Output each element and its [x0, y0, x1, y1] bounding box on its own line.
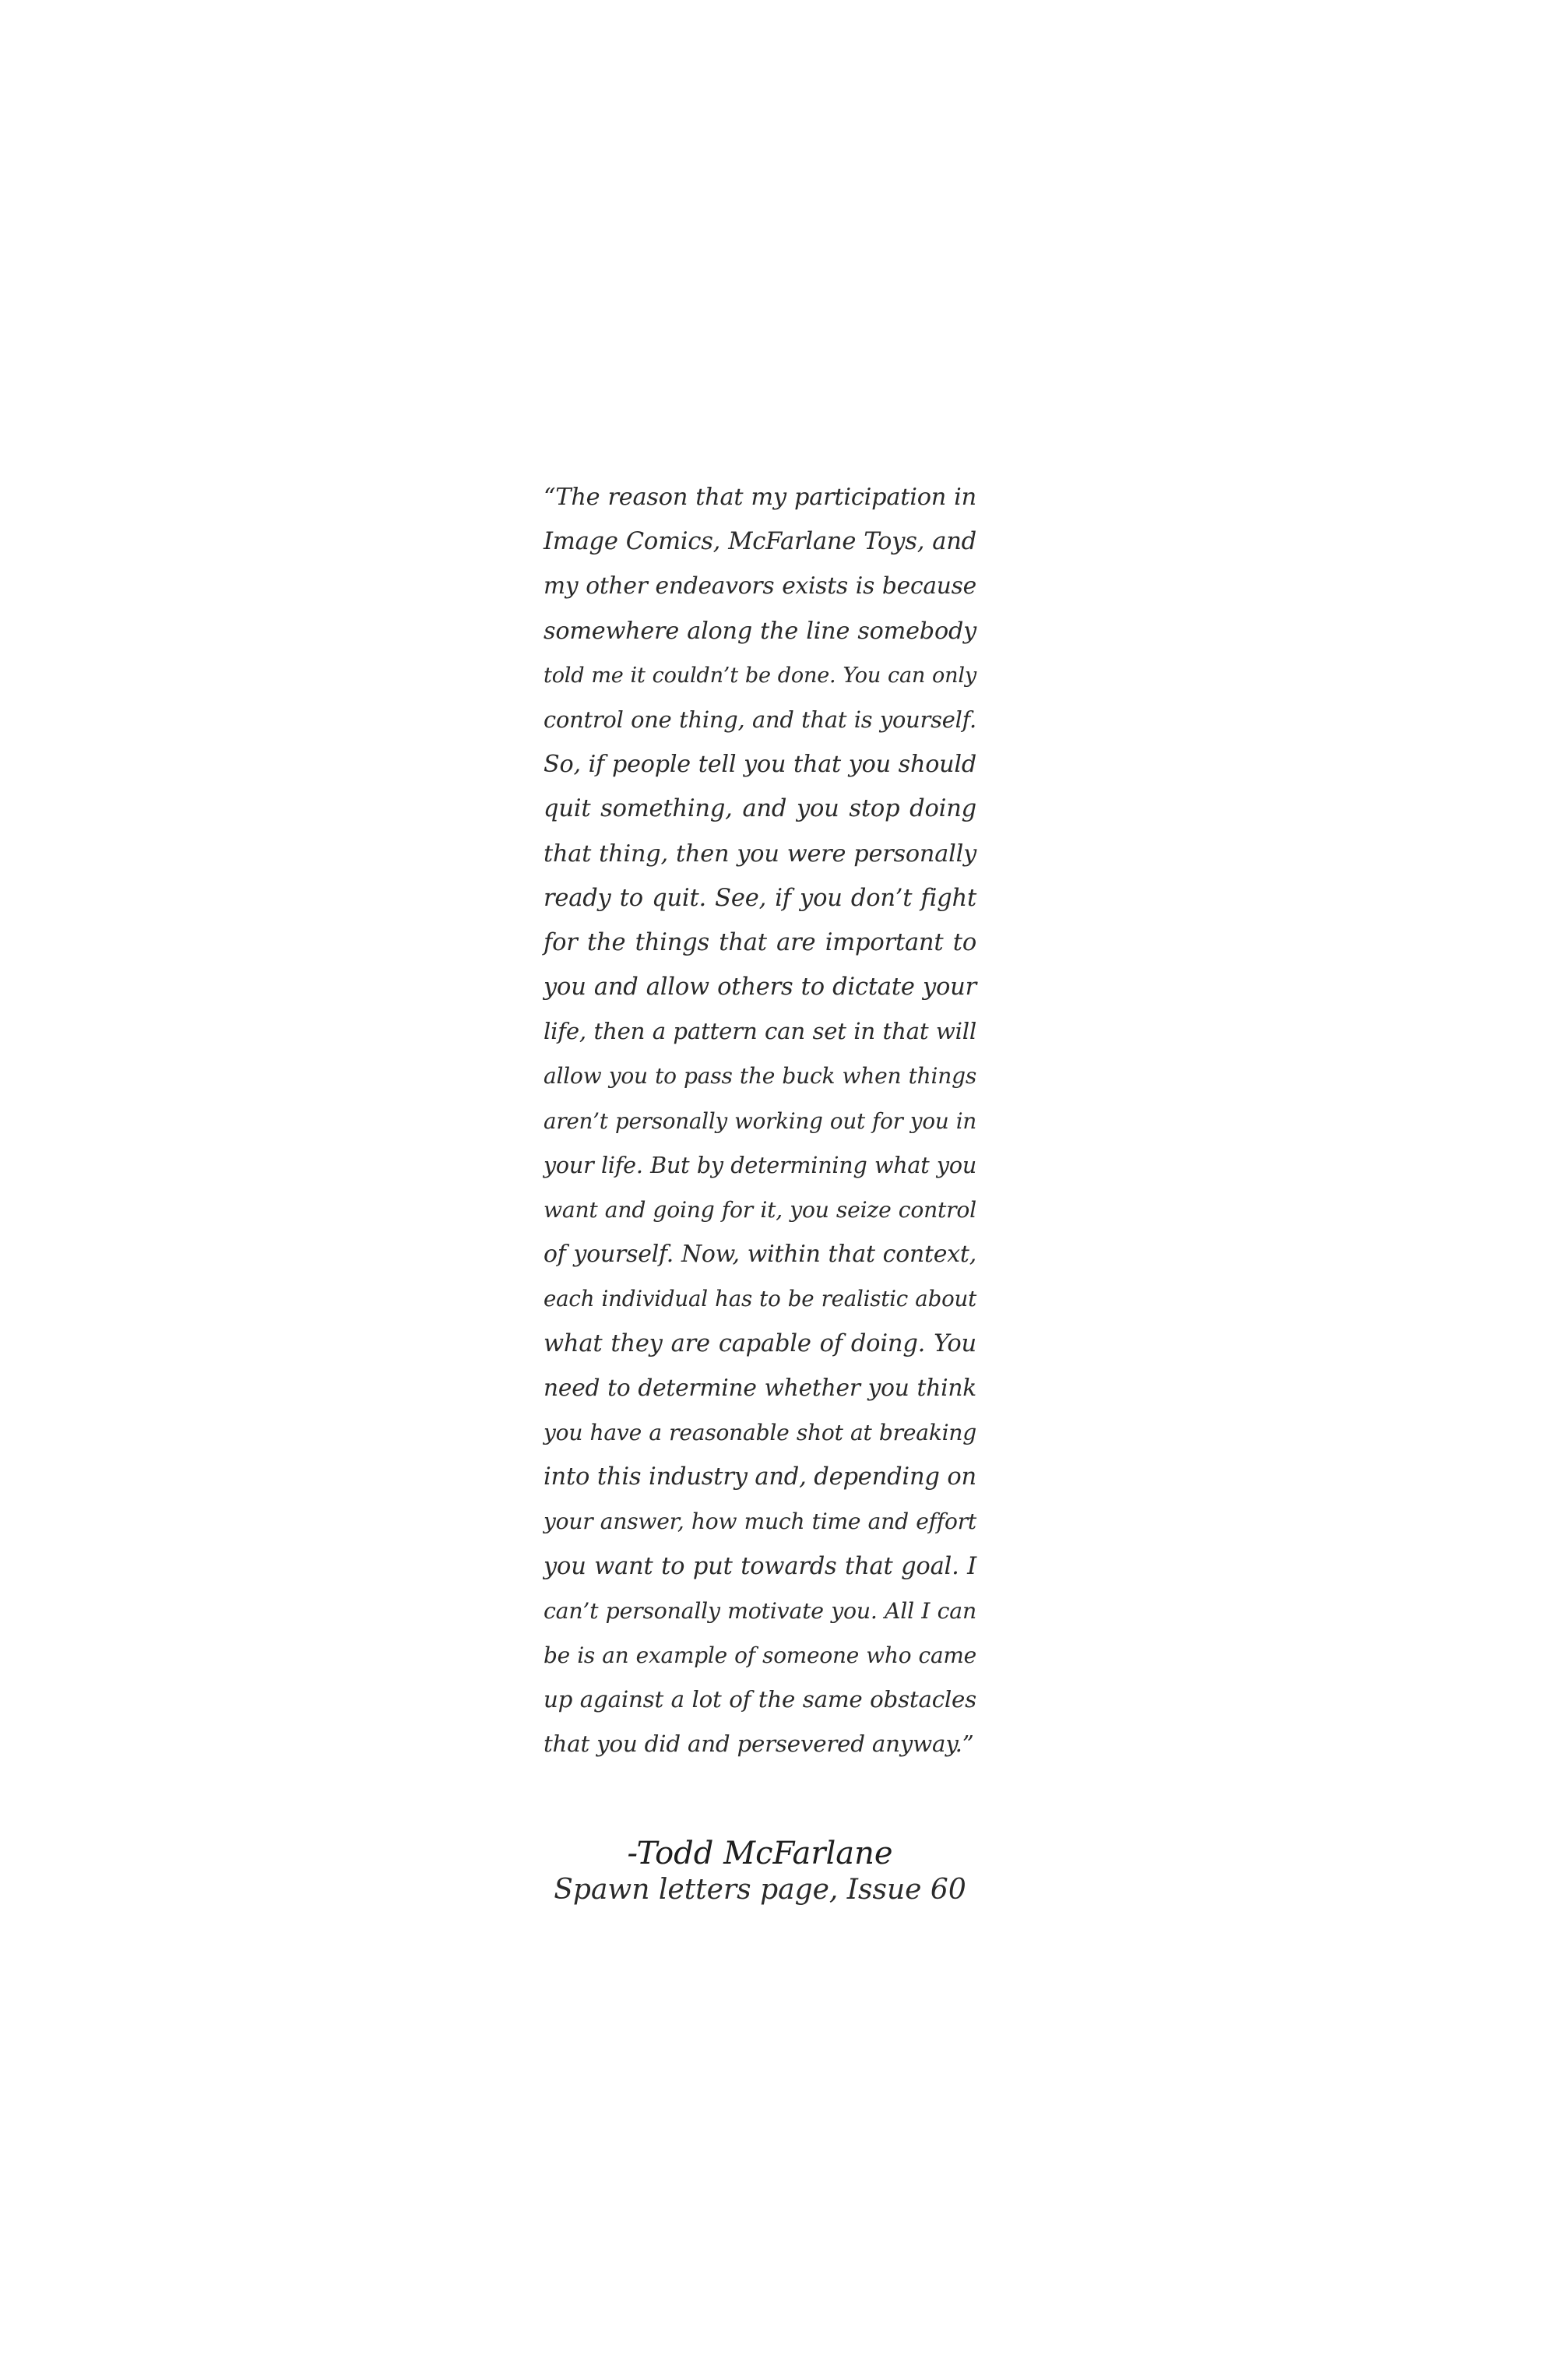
quote-line: for the things that are important to: [544, 928, 976, 956]
quote-line: you and allow others to dictate your: [544, 973, 976, 1002]
quote-line: of yourself. Now, within that context,: [544, 1241, 976, 1269]
quote-text: [544, 475, 976, 1766]
attribution: [467, 1834, 1053, 1907]
quote-line: into this industry and, depending on: [544, 1463, 976, 1491]
quote-line: that you did and persevered anyway.”: [544, 1730, 974, 1758]
quote-source: Spawn letters page, Issue 60: [554, 1874, 966, 1906]
quote-line: be is an example of someone who came: [544, 1642, 976, 1668]
quote-line: control one thing, and that is yourself.: [544, 706, 976, 733]
quote-line: your life. But by determining what you: [544, 1152, 976, 1178]
quote-line: want and going for it, you seize control: [544, 1197, 976, 1223]
quote-line: you have a reasonable shot at breaking: [544, 1419, 976, 1445]
quote-line: aren’t personally working out for you in: [544, 1107, 976, 1134]
author-name: -Todd McFarlane: [627, 1836, 893, 1871]
quote-line: can’t personally motivate you. All I can: [544, 1597, 976, 1624]
quote-line: what they are capable of doing. You: [544, 1329, 976, 1357]
quote-line: each individual has to be realistic about: [544, 1286, 976, 1312]
quote-line: life, then a pattern can set in that will: [544, 1018, 976, 1045]
quote-line: you want to put towards that goal. I: [544, 1552, 976, 1580]
quote-line: my other endeavors exists is because: [544, 572, 976, 600]
quote-line: your answer, how much time and effort: [544, 1509, 976, 1535]
quote-line: Image Comics, McFarlane Toys, and: [544, 528, 976, 556]
quote-line: quit something, and you stop doing: [544, 795, 976, 823]
quote-line: need to determine whether you think: [544, 1374, 976, 1401]
quote-line: that thing, then you were personally: [544, 840, 976, 868]
quote-line: somewhere along the line somebody: [544, 617, 976, 645]
quote-line: “The reason that my participation in: [544, 484, 976, 511]
quote-line: allow you to pass the buck when things: [544, 1063, 976, 1090]
quote-line: ready to quit. See, if you don’t fight: [544, 884, 976, 912]
quote-line: up against a lot of the same obstacles: [544, 1686, 976, 1713]
quote-line: told me it couldn’t be done. You can only: [544, 663, 976, 688]
quote-line: So, if people tell you that you should: [544, 751, 976, 779]
